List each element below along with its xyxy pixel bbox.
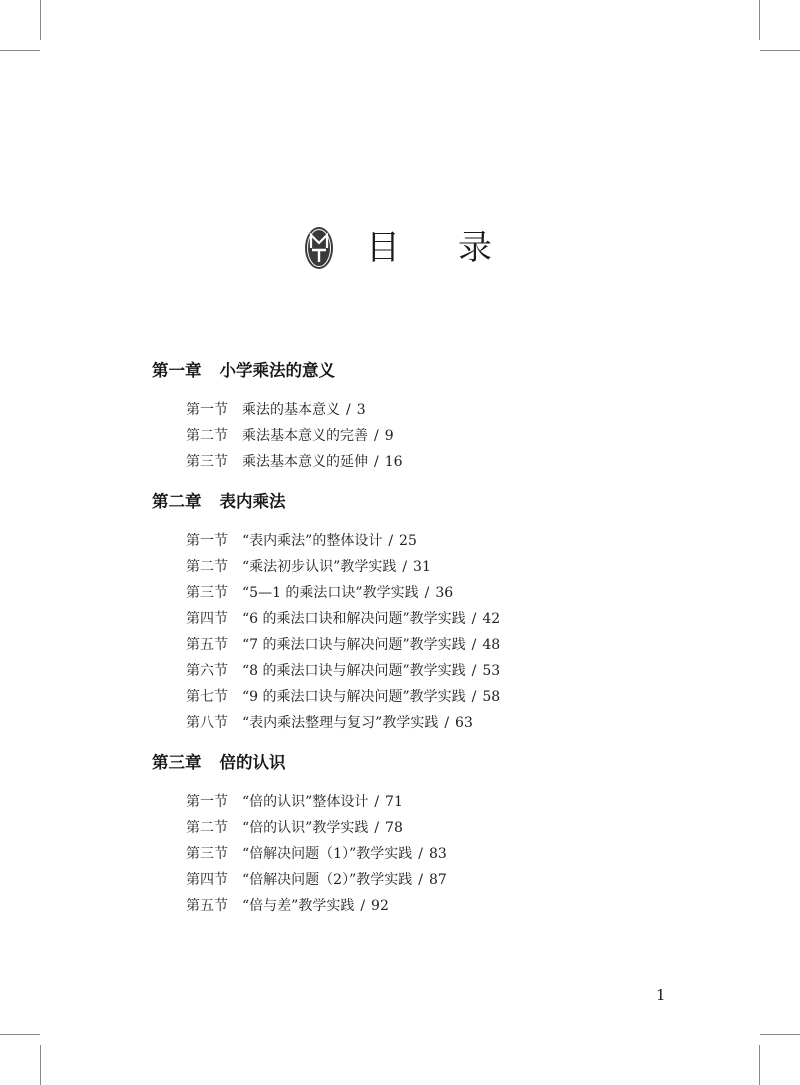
title-char-mu: 目 — [366, 228, 400, 268]
section-page: 58 — [482, 689, 501, 705]
section-title: “7 的乘法口诀与解决问题”教学实践 — [242, 637, 466, 653]
section-title: “表内乘法整理与复习”教学实践 — [242, 715, 439, 731]
separator: / — [360, 898, 366, 914]
section-label: 第四节 — [186, 872, 228, 888]
section-label: 第八节 — [186, 715, 228, 731]
chapter-label: 第一章 — [152, 361, 202, 380]
separator: / — [418, 872, 423, 888]
section-title: “9 的乘法口诀与解决问题”教学实践 — [242, 689, 466, 705]
toc-entry[interactable] — [186, 844, 447, 864]
crop-mark-bottom-left — [40, 1045, 41, 1085]
section-label: 第三节 — [186, 454, 228, 470]
section-page: 16 — [384, 454, 403, 470]
toc-entry[interactable] — [186, 687, 500, 707]
separator: / — [471, 663, 477, 679]
title-char-lu: 录 — [458, 228, 492, 268]
separator: / — [471, 689, 477, 705]
section-title: “5—1 的乘法口诀”教学实践 — [242, 585, 419, 601]
section-label: 第三节 — [186, 585, 228, 601]
page-number: 1 — [656, 986, 666, 1004]
toc-entry[interactable] — [186, 452, 403, 472]
toc-entry[interactable] — [186, 661, 500, 681]
separator: / — [402, 559, 408, 575]
section-page: 92 — [371, 898, 389, 914]
separator: / — [388, 533, 394, 549]
crop-mark-top-left-h — [0, 50, 40, 51]
chapter-name: 倍的认识 — [219, 753, 286, 772]
chapter-label: 第三章 — [152, 753, 202, 772]
toc-entry[interactable] — [186, 792, 403, 812]
section-title: 乘法基本意义的延伸 — [242, 454, 368, 470]
section-page: 25 — [399, 533, 417, 549]
section-label: 第五节 — [186, 898, 228, 914]
chapter-name: 表内乘法 — [219, 492, 286, 511]
section-label: 第六节 — [186, 663, 228, 679]
section-label: 第一节 — [186, 533, 228, 549]
toc-entry[interactable] — [186, 531, 417, 551]
separator: / — [424, 585, 430, 601]
section-page: 63 — [455, 715, 473, 731]
toc-entry[interactable] — [186, 896, 389, 916]
section-title: “倍解决问题（1）”教学实践 — [242, 846, 413, 862]
chapter-name: 小学乘法的意义 — [219, 361, 335, 380]
section-title: “倍解决问题（2）”教学实践 — [242, 872, 413, 888]
section-title: “倍与差”教学实践 — [242, 898, 355, 914]
section-label: 第四节 — [186, 611, 228, 627]
section-label: 第五节 — [186, 637, 228, 653]
toc-entry[interactable] — [186, 870, 447, 890]
section-label: 第二节 — [186, 820, 228, 836]
crop-mark-bottom-right — [759, 1045, 760, 1085]
section-page: 31 — [413, 559, 431, 575]
section-label: 第七节 — [186, 689, 228, 705]
section-label: 第一节 — [186, 402, 228, 418]
section-title: “乘法初步认识”教学实践 — [242, 559, 397, 575]
section-label: 第一节 — [186, 794, 228, 810]
section-title: 乘法基本意义的完善 — [242, 428, 368, 444]
separator: / — [374, 820, 380, 836]
chapter-2-heading[interactable] — [152, 491, 286, 513]
toc-entry[interactable] — [186, 557, 431, 577]
section-label: 第三节 — [186, 846, 228, 862]
section-label: 第二节 — [186, 428, 228, 444]
separator: / — [471, 611, 477, 627]
toc-heading — [0, 222, 800, 278]
separator: / — [346, 402, 351, 418]
section-page: 36 — [435, 585, 454, 601]
section-page: 78 — [385, 820, 403, 836]
crop-mark-bottom-right-h — [760, 1034, 800, 1035]
chapter-1-heading[interactable] — [152, 360, 335, 382]
chapter-3-heading[interactable] — [152, 752, 286, 774]
crop-mark-top-right — [759, 0, 760, 40]
section-page: 53 — [482, 663, 501, 679]
section-page: 48 — [482, 637, 501, 653]
section-label: 第二节 — [186, 559, 228, 575]
separator: / — [374, 428, 379, 444]
mt-monogram-icon — [304, 226, 334, 270]
crop-mark-top-right-h — [760, 50, 800, 51]
toc-entry[interactable] — [186, 583, 453, 603]
toc-entry[interactable] — [186, 426, 394, 446]
toc-entry[interactable] — [186, 635, 500, 655]
section-title: “倍的认识”教学实践 — [242, 820, 369, 836]
section-title: “6 的乘法口诀和解决问题”教学实践 — [242, 611, 466, 627]
separator: / — [374, 794, 380, 810]
section-page: 42 — [482, 611, 501, 627]
crop-mark-top-left — [40, 0, 41, 40]
separator: / — [418, 846, 423, 862]
section-page: 71 — [385, 794, 403, 810]
crop-mark-bottom-left-h — [0, 1034, 40, 1035]
section-page: 87 — [428, 872, 447, 888]
section-page: 83 — [428, 846, 447, 862]
section-page: 3 — [356, 402, 366, 418]
toc-entry[interactable] — [186, 818, 403, 838]
section-title: “8 的乘法口诀与解决问题”教学实践 — [242, 663, 466, 679]
section-title: 乘法的基本意义 — [242, 402, 340, 418]
toc-entry[interactable] — [186, 609, 500, 629]
chapter-label: 第二章 — [152, 492, 202, 511]
separator: / — [374, 454, 379, 470]
section-page: 9 — [384, 428, 394, 444]
toc-entry[interactable] — [186, 713, 473, 733]
separator: / — [444, 715, 450, 731]
section-title: “倍的认识”整体设计 — [242, 794, 369, 810]
section-title: “表内乘法”的整体设计 — [242, 533, 383, 549]
separator: / — [471, 637, 477, 653]
toc-entry[interactable] — [186, 400, 366, 420]
